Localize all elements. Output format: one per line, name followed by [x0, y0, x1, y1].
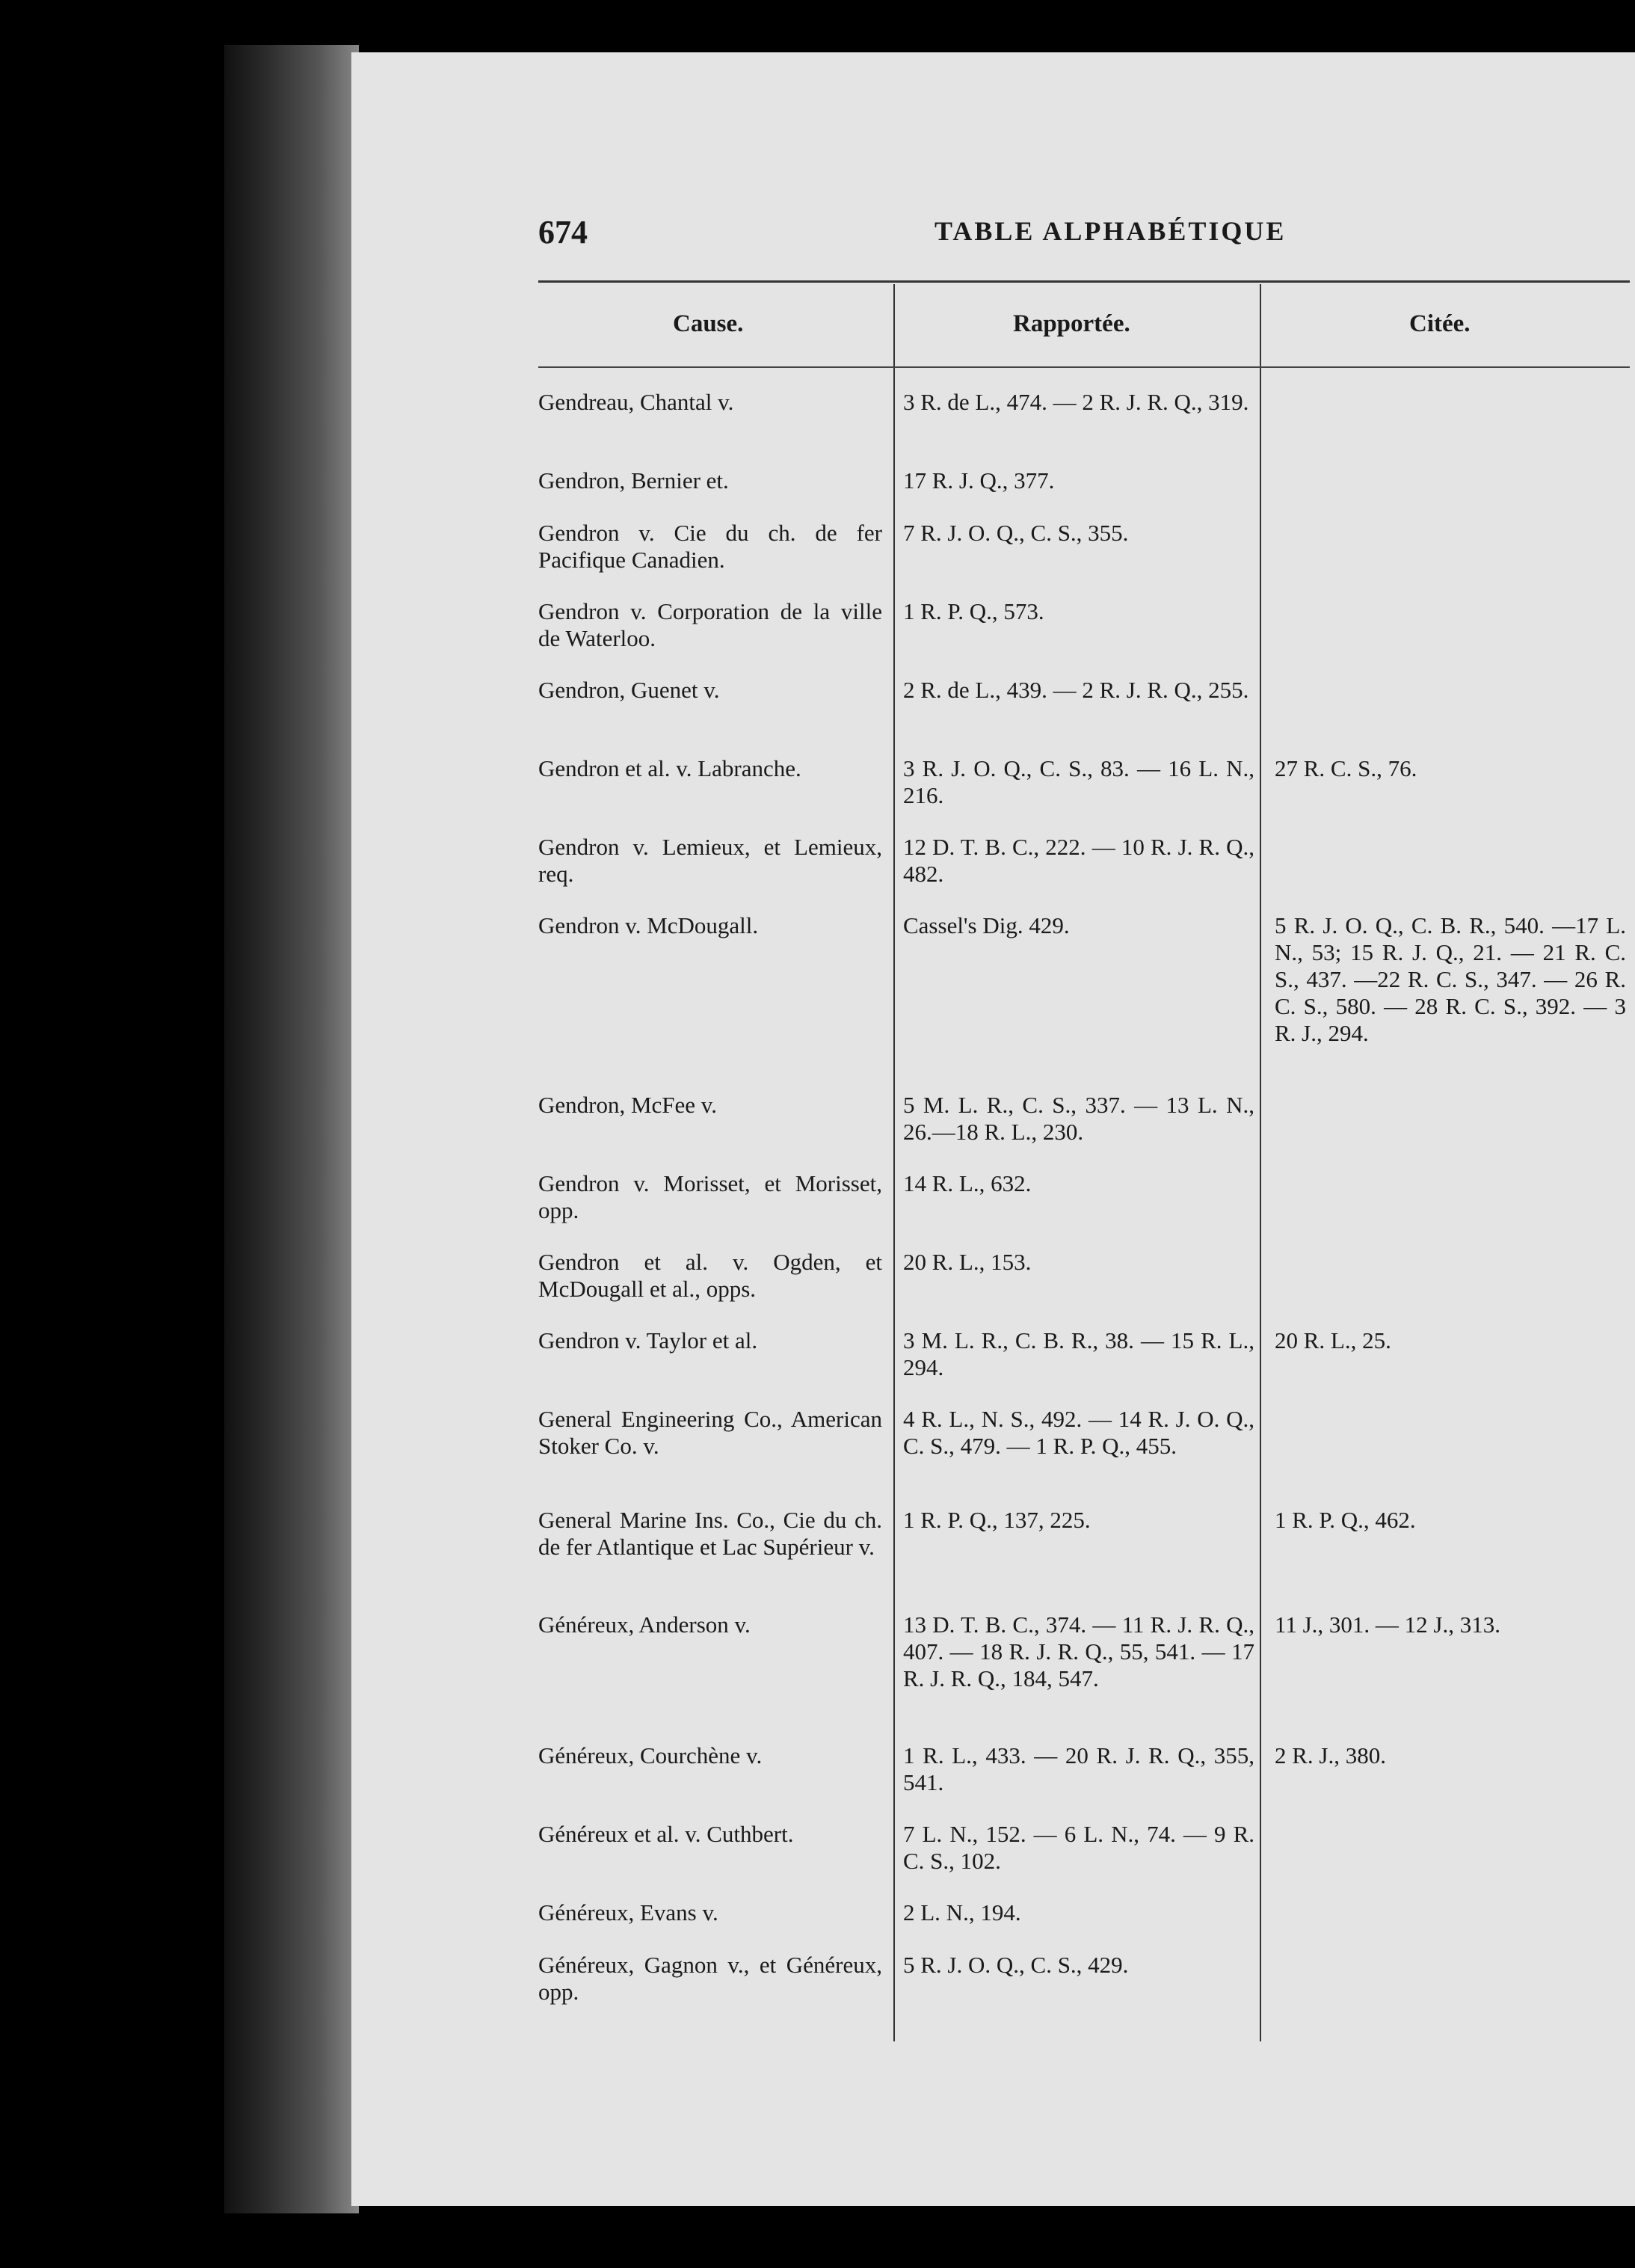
column-divider-2	[1260, 284, 1261, 2041]
rapportee-cell: 5 R. J. O. Q., C. S., 429.	[903, 1952, 1129, 1978]
page-binding-edge	[224, 45, 359, 2213]
cause-cell: General Marine Ins. Co., Cie du ch. de fer Atlantique et Lac Supérieur v.	[538, 1507, 882, 1560]
rapportee-cell: 14 R. L., 632.	[903, 1170, 1032, 1196]
cause-cell: Généreux, Anderson v.	[538, 1611, 751, 1638]
header-rule	[538, 366, 1630, 368]
citee-cell: 1 R. P. Q., 462.	[1275, 1507, 1416, 1533]
cause-cell: Généreux et al. v. Cuthbert.	[538, 1821, 794, 1847]
citee-cell: 27 R. C. S., 76.	[1275, 755, 1417, 781]
cause-cell: Gendron et al. v. Ogden, et McDougall et al., opps.	[538, 1249, 882, 1302]
cause-cell: Gendreau, Chantal v.	[538, 389, 734, 415]
cause-cell: Gendron v. Taylor et al.	[538, 1327, 758, 1353]
page-number: 674	[538, 214, 588, 251]
rapportee-cell: 1 R. P. Q., 573.	[903, 598, 1044, 624]
rapportee-cell: Cassel's Dig. 429.	[903, 912, 1070, 938]
top-rule	[538, 280, 1630, 283]
cause-cell: Gendron, Bernier et.	[538, 467, 729, 494]
cause-cell: Gendron v. Lemieux, et Lemieux, req.	[538, 834, 882, 887]
column-header-cause: Cause.	[673, 310, 744, 337]
citee-cell: 11 J., 301. — 12 J., 313.	[1275, 1611, 1500, 1638]
rapportee-cell: 1 R. L., 433. — 20 R. J. R. Q., 355, 541.	[903, 1742, 1254, 1795]
rapportee-cell: 12 D. T. B. C., 222. — 10 R. J. R. Q., 482.	[903, 834, 1254, 887]
rapportee-cell: 2 L. N., 194.	[903, 1899, 1021, 1926]
rapportee-cell: 3 R. de L., 474. — 2 R. J. R. Q., 319.	[903, 389, 1249, 415]
running-head: TABLE ALPHABÉTIQUE	[934, 216, 1287, 246]
cause-cell: Gendron v. Morisset, et Morisset, opp.	[538, 1170, 882, 1223]
column-divider-1	[893, 284, 895, 2041]
rapportee-cell: 5 M. L. R., C. S., 337. — 13 L. N., 26.—18 R. L., 230.	[903, 1092, 1254, 1145]
citee-cell: 20 R. L., 25.	[1275, 1327, 1391, 1353]
cause-cell: Généreux, Evans v.	[538, 1899, 718, 1926]
rapportee-cell: 7 L. N., 152. — 6 L. N., 74. — 9 R. C. S., 102.	[903, 1821, 1254, 1874]
citee-cell: 5 R. J. O. Q., C. B. R., 540. —17 L. N., 53; 15 R. J. Q., 21. — 21 R. C. S., 437. —22 R. C. S., 347. — 26 R. C. S., 580. — 28 R. C. S., 392. — 3 R. J., 294.	[1275, 912, 1626, 1046]
column-header-rapportee: Rapportée.	[1013, 310, 1130, 337]
rapportee-cell: 7 R. J. O. Q., C. S., 355.	[903, 520, 1129, 546]
cause-cell: Généreux, Gagnon v., et Généreux, opp.	[538, 1952, 882, 2005]
cause-cell: Gendron v. Cie du ch. de fer Pacifique Canadien.	[538, 520, 882, 573]
cause-cell: Gendron v. McDougall.	[538, 912, 759, 938]
rapportee-cell: 2 R. de L., 439. — 2 R. J. R. Q., 255.	[903, 677, 1249, 703]
rapportee-cell: 1 R. P. Q., 137, 225.	[903, 1507, 1091, 1533]
rapportee-cell: 20 R. L., 153.	[903, 1249, 1032, 1275]
rapportee-cell: 3 R. J. O. Q., C. S., 83. — 16 L. N., 216.	[903, 755, 1254, 808]
cause-cell: Gendron, Guenet v.	[538, 677, 720, 703]
rapportee-cell: 4 R. L., N. S., 492. — 14 R. J. O. Q., C. S., 479. — 1 R. P. Q., 455.	[903, 1406, 1254, 1459]
rapportee-cell: 3 M. L. R., C. B. R., 38. — 15 R. L., 294.	[903, 1327, 1254, 1380]
column-header-citee: Citée.	[1409, 310, 1471, 337]
citee-cell: 2 R. J., 380.	[1275, 1742, 1386, 1768]
cause-cell: Gendron et al. v. Labranche.	[538, 755, 801, 781]
rapportee-cell: 13 D. T. B. C., 374. — 11 R. J. R. Q., 407. — 18 R. J. R. Q., 55, 541. — 17 R. J. R. Q., 184, 547.	[903, 1611, 1254, 1691]
rapportee-cell: 17 R. J. Q., 377.	[903, 467, 1055, 494]
cause-cell: General Engineering Co., American Stoker Co. v.	[538, 1406, 882, 1459]
cause-cell: Généreux, Courchène v.	[538, 1742, 763, 1768]
scanned-page	[351, 52, 1635, 2206]
cause-cell: Gendron, McFee v.	[538, 1092, 718, 1118]
cause-cell: Gendron v. Corporation de la ville de Waterloo.	[538, 598, 882, 651]
